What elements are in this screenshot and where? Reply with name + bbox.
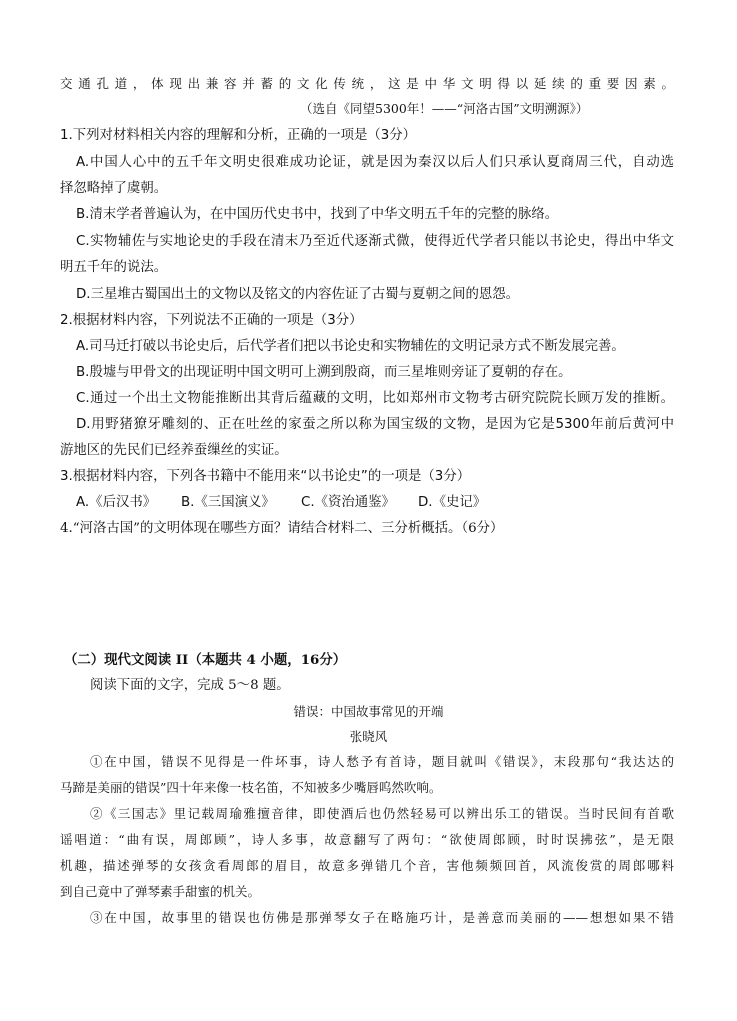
question-1-option-d: D.三星堆古蜀国出土的文物以及铭文的内容佐证了古蜀与夏朝之间的恩怨。 (76, 287, 520, 302)
question-2-stem: 2.根据材料内容，下列说法不正确的一项是（3分） (60, 313, 363, 328)
question-2-option-d-cont: 游地区的先民们已经养蚕缫丝的实证。 (60, 443, 288, 458)
question-1-stem: 1.下列对材料相关内容的理解和分析，正确的一项是（3分） (60, 128, 417, 143)
paragraph-2-line-3: 机趣，描述弹琴的女孩贪看周郎的眉目，故意多弹错几个音，害他频频回首，风流俊赏的周郎哪料 (60, 858, 674, 873)
question-4-stem: 4.“河洛古国”的文明体现在哪些方面？请结合材料二、三分析概括。（6分） (60, 521, 504, 536)
paragraph-2-line-4: 到自己竟中了弹琴素手甜蜜的机关。 (60, 884, 261, 899)
material-tail-line: 交通孔道，体现出兼容并蓄的文化传统，这是中华文明得以延续的重要因素。 (60, 76, 674, 91)
question-3-stem: 3.根据材料内容，下列各书籍中不能用来“以书论史”的一项是（3分） (60, 469, 471, 484)
question-2-option-d: D.用野猪獠牙雕刻的、正在吐丝的家蚕之所以称为国宝级的文物，是因为它是5300年前后黄河中 (76, 417, 674, 432)
material-source: （选自《同望5300年！——“河洛古国”文明溯源》） (300, 101, 589, 116)
article-title: 错误：中国故事常见的开端 (293, 704, 444, 719)
question-3-option-c: C.《资治通鉴》 (301, 495, 395, 510)
article-author: 张晓风 (349, 729, 388, 744)
question-1-option-c: C.实物辅佐与实地论史的手段在清末乃至近代逐渐式微，使得近代学者只能以书论史，得出中华文 (76, 234, 674, 249)
paragraph-2-line-2: 谣唱道：“曲有误，周郎顾”，诗人多事，故意翻写了两句：“欲使周郎顾，时时误拂弦”，是无限 (60, 832, 674, 847)
section-two-instruction: 阅读下面的文字，完成 5～8 题。 (90, 678, 290, 693)
question-3-option-d: D.《史记》 (418, 495, 487, 510)
paragraph-1-line-2: 马蹄是美丽的错误”四十年来像一枝名笛，不知被多少嘴唇呜然吹响。 (60, 780, 442, 795)
paragraph-2-line-1: ②《三国志》里记载周瑜雅擅音律，即使酒后也仍然轻易可以辨出乐工的错误。当时民间有首歌 (90, 806, 674, 821)
question-1-option-b: B.清末学者普遍认为，在中国历代史书中，找到了中华文明五千年的完整的脉络。 (76, 207, 559, 222)
question-1-option-c-cont: 明五千年的说法。 (60, 260, 168, 275)
question-3-option-a: A.《后汉书》 (76, 495, 157, 510)
paragraph-1-line-1: ①在中国，错误不见得是一件坏事，诗人愁予有首诗，题目就叫《错误》，末段那句“我达达的 (90, 754, 674, 769)
question-2-option-c: C.通过一个出土文物能推断出其背后蕴藏的文明，比如郑州市文物考古研究院院长顾万发的推断。 (76, 391, 674, 406)
question-1-option-a-cont: 择忽略掉了虞朝。 (60, 181, 168, 196)
question-2-option-b: B.殷墟与甲骨文的出现证明中国文明可上溯到殷商，而三星堆则旁证了夏朝的存在。 (76, 365, 572, 380)
question-3-option-b: B.《三国演义》 (181, 495, 275, 510)
paragraph-3-line-1: ③在中国，故事里的错误也仿佛是那弹琴女子在略施巧计，是善意而美丽的——想想如果不错 (90, 910, 674, 925)
question-1-option-a: A.中国人心中的五千年文明史很难成功论证，就是因为秦汉以后人们只承认夏商周三代，自动选 (76, 155, 674, 170)
section-two-heading: （二）现代文阅读 II（本题共 4 小题，16分） (64, 652, 347, 668)
question-2-option-a: A.司马迁打破以书论史后，后代学者们把以书论史和实物辅佐的文明记录方式不断发展完善。 (76, 339, 625, 354)
